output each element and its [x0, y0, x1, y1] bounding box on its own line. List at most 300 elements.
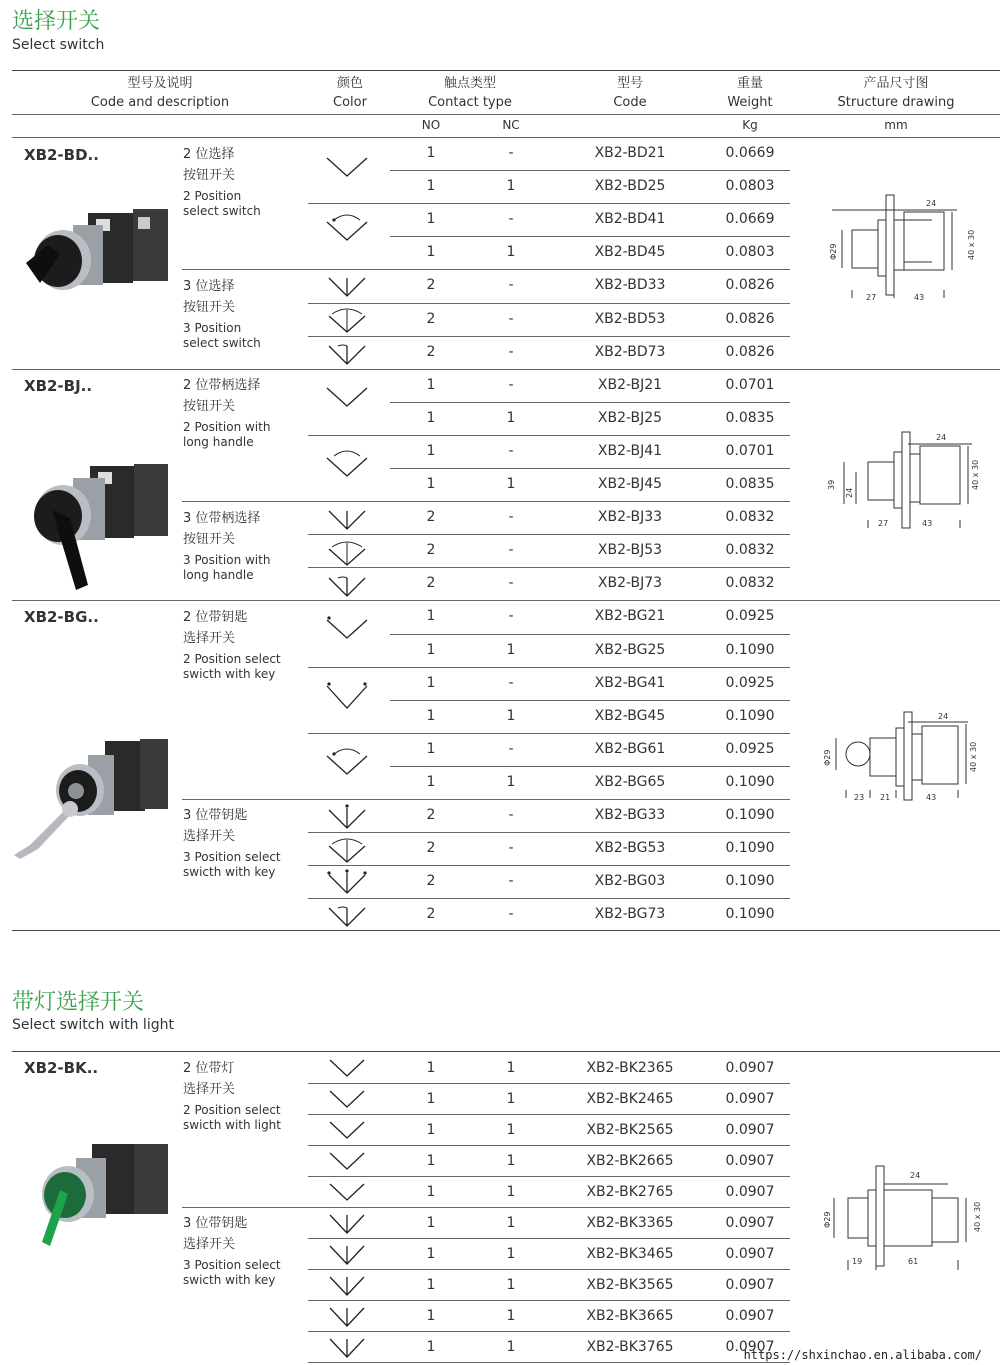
header-color-cn: 颜色 [336, 76, 363, 91]
row-divider [390, 766, 790, 767]
cell-code: XB2-BJ45 [597, 476, 663, 492]
row-divider [308, 667, 790, 668]
symbol-light-3pos [322, 1271, 372, 1303]
cell-code: XB2-BJ73 [597, 575, 663, 591]
dim-top: 24 [936, 433, 947, 442]
dim-b3: 43 [926, 793, 937, 802]
cell-code: XB2-BJ33 [597, 509, 663, 525]
section2-title-cn: 带灯选择开关 [12, 990, 145, 1015]
product-photo-bg [10, 735, 170, 865]
row-divider [182, 269, 790, 270]
symbol-light-2pos [322, 1178, 372, 1210]
symbol-key-3pos [322, 802, 372, 834]
cell-nc: - [508, 542, 514, 558]
dim-b2: 21 [880, 793, 891, 802]
symbol-2pos-v [322, 384, 372, 416]
product-photo-bd [18, 205, 168, 315]
row-divider [308, 567, 790, 568]
dim-b2: 43 [922, 519, 933, 528]
group-code-bk: XB2-BK.. [24, 1059, 99, 1077]
row-divider [182, 1207, 790, 1208]
cell-nc: - [508, 311, 514, 327]
group-code-bg: XB2-BG.. [24, 608, 99, 626]
header-color [310, 74, 390, 112]
dim-b1: 27 [866, 293, 877, 302]
header-drawing-cn: 产品尺寸图 [863, 76, 929, 91]
cell-no: 1 [426, 1153, 436, 1169]
cell-no: 1 [426, 708, 436, 724]
cell-no: 1 [426, 1339, 436, 1355]
symbol-light-2pos [322, 1116, 372, 1148]
row-divider [182, 501, 790, 502]
section2-top-rule [12, 1051, 1000, 1052]
cell-weight: 0.0907 [725, 1215, 775, 1231]
desc-en-line1: 3 Position select [183, 850, 281, 864]
group-bd-desc-2pos [183, 144, 261, 219]
cell-code: XB2-BK3565 [586, 1277, 674, 1293]
dim-top: 24 [926, 199, 937, 208]
symbol-light-3pos [322, 1333, 372, 1365]
header-drawing-en: Structure drawing [837, 95, 955, 110]
dim-side: 40 x 30 [969, 741, 978, 772]
cell-code: XB2-BK2765 [586, 1184, 674, 1200]
cell-nc: 1 [506, 708, 516, 724]
cell-weight: 0.0826 [725, 277, 775, 293]
cell-no: 1 [426, 178, 436, 194]
cell-no: 2 [426, 906, 436, 922]
row-divider [308, 1269, 790, 1270]
cell-no: 1 [426, 675, 436, 691]
row-divider [390, 700, 790, 701]
cell-no: 1 [426, 145, 436, 161]
cell-nc: - [508, 575, 514, 591]
cell-nc: 1 [506, 476, 516, 492]
desc-cn-line1: 2 位带钥匙 [183, 610, 248, 625]
desc-en-line2: select switch [183, 336, 261, 350]
dim-top: 24 [910, 1171, 921, 1180]
structure-drawing-bd [822, 190, 982, 305]
cell-code: XB2-BG33 [594, 807, 666, 823]
symbol-2pos-arc [322, 446, 372, 478]
header-kg: Kg [742, 118, 758, 132]
cell-weight: 0.1090 [725, 708, 775, 724]
row-divider [308, 1083, 790, 1084]
desc-en-line1: 2 Position select [183, 1103, 281, 1117]
header-bottom-rule [12, 137, 1000, 138]
cell-no: 1 [426, 244, 436, 260]
cell-weight: 0.1090 [725, 807, 775, 823]
cell-code: XB2-BJ25 [597, 410, 663, 426]
row-divider [182, 799, 790, 800]
cell-no: 2 [426, 840, 436, 856]
header-nc: NC [502, 118, 520, 132]
cell-nc: - [508, 807, 514, 823]
dim-top: 24 [938, 712, 949, 721]
cell-weight: 0.0832 [725, 542, 775, 558]
section2-title-en: Select switch with light [12, 1017, 174, 1033]
cell-weight: 0.0907 [725, 1184, 775, 1200]
header-drawing [826, 74, 966, 112]
dim-b1: 23 [854, 793, 865, 802]
cell-weight: 0.0826 [725, 344, 775, 360]
row-divider [308, 203, 790, 204]
desc-cn-line1: 3 位带钥匙 [183, 1216, 248, 1231]
cell-code: XB2-BK3765 [586, 1339, 674, 1355]
desc-en-line1: 2 Position with [183, 420, 271, 434]
cell-weight: 0.0832 [725, 575, 775, 591]
cell-nc: - [508, 906, 514, 922]
cell-no: 2 [426, 575, 436, 591]
header-mid-rule [12, 114, 1000, 115]
cell-weight: 0.0907 [725, 1277, 775, 1293]
header-no: NO [421, 118, 441, 132]
desc-cn-line1: 3 位带柄选择 [183, 511, 261, 526]
header-weight-en: Weight [727, 95, 773, 110]
cell-code: XB2-BK3665 [586, 1308, 674, 1324]
dim-diameter: Φ29 [823, 1211, 832, 1228]
cell-nc: 1 [506, 244, 516, 260]
cell-no: 1 [426, 1215, 436, 1231]
cell-nc: 1 [506, 1277, 516, 1293]
header-code-desc-en: Code and description [90, 95, 230, 110]
row-divider [308, 1300, 790, 1301]
cell-code: XB2-BG41 [594, 675, 666, 691]
cell-code: XB2-BD21 [594, 145, 666, 161]
desc-en-line2: swicth with key [183, 667, 276, 681]
cell-nc: 1 [506, 1060, 516, 1076]
dim-side: 40 x 30 [971, 459, 980, 490]
cell-weight: 0.0803 [725, 178, 775, 194]
symbol-key-3pos-arc [322, 834, 372, 866]
group-code-bd: XB2-BD.. [24, 146, 99, 164]
cell-code: XB2-BD53 [594, 311, 666, 327]
symbol-3pos-v [322, 272, 372, 304]
desc-cn-line2: 按钮开关 [183, 399, 236, 414]
row-divider [12, 369, 1000, 370]
cell-weight: 0.0835 [725, 410, 775, 426]
cell-weight: 0.0701 [725, 443, 775, 459]
symbol-3pos-left [322, 570, 372, 602]
cell-weight: 0.1090 [725, 774, 775, 790]
cell-nc: 1 [506, 1215, 516, 1231]
row-divider [308, 865, 790, 866]
cell-nc: 1 [506, 1091, 516, 1107]
cell-code: XB2-BK2465 [586, 1091, 674, 1107]
cell-no: 2 [426, 873, 436, 889]
symbol-light-3pos [322, 1302, 372, 1334]
row-divider [390, 468, 790, 469]
cell-no: 2 [426, 807, 436, 823]
group-bj-desc-3pos [183, 508, 270, 583]
symbol-key-2pos-both [322, 680, 372, 712]
desc-en-line2: long handle [183, 568, 254, 582]
cell-weight: 0.0925 [725, 608, 775, 624]
desc-cn-line1: 2 位带柄选择 [183, 378, 261, 393]
header-color-en: Color [333, 95, 367, 110]
symbol-2pos-arc [322, 210, 372, 242]
cell-nc: 1 [506, 1122, 516, 1138]
dim-diameter: Φ29 [823, 749, 832, 766]
header-code-desc-cn: 型号及说明 [127, 76, 193, 91]
header-code-cn: 型号 [616, 76, 643, 91]
product-photo-bj [18, 460, 168, 600]
cell-code: XB2-BD45 [594, 244, 666, 260]
cell-nc: - [508, 608, 514, 624]
desc-cn-line1: 3 位选择 [183, 279, 235, 294]
desc-en-line2: select switch [183, 204, 261, 218]
row-divider [12, 600, 1000, 601]
section-title-cn: 选择开关 [12, 9, 101, 34]
cell-code: XB2-BG53 [594, 840, 666, 856]
cell-nc: - [508, 741, 514, 757]
header-code-desc [60, 74, 260, 112]
cell-no: 2 [426, 311, 436, 327]
cell-code: XB2-BD33 [594, 277, 666, 293]
cell-weight: 0.0832 [725, 509, 775, 525]
symbol-3pos-v [322, 505, 372, 537]
cell-nc: 1 [506, 774, 516, 790]
cell-nc: - [508, 145, 514, 161]
dim-b2: 43 [914, 293, 925, 302]
desc-en-line1: 2 Position select [183, 652, 281, 666]
cell-code: XB2-BG61 [594, 741, 666, 757]
header-weight [700, 74, 800, 112]
row-divider [308, 733, 790, 734]
symbol-light-3pos [322, 1209, 372, 1241]
dim-b1: 19 [852, 1257, 863, 1266]
cell-weight: 0.0669 [725, 211, 775, 227]
desc-cn-line2: 按钮开关 [183, 168, 236, 183]
desc-cn-line1: 2 位选择 [183, 147, 235, 162]
dim-d2: 24 [845, 487, 854, 498]
header-weight-cn: 重量 [736, 76, 763, 91]
cell-no: 1 [426, 1122, 436, 1138]
header-contact [410, 74, 530, 112]
symbol-light-2pos [322, 1085, 372, 1117]
symbol-key-3pos-all [322, 867, 372, 899]
cell-nc: - [508, 509, 514, 525]
desc-en-line1: 2 Position [183, 189, 242, 203]
symbol-3pos-arc [322, 537, 372, 569]
desc-cn-line2: 选择开关 [183, 631, 236, 646]
cell-nc: 1 [506, 410, 516, 426]
cell-no: 1 [426, 211, 436, 227]
cell-nc: - [508, 344, 514, 360]
cell-weight: 0.0925 [725, 741, 775, 757]
cell-no: 1 [426, 1091, 436, 1107]
cell-code: XB2-BG25 [594, 642, 666, 658]
cell-code: XB2-BG65 [594, 774, 666, 790]
cell-no: 1 [426, 476, 436, 492]
symbol-key-2pos [322, 614, 372, 646]
cell-nc: - [508, 377, 514, 393]
cell-code: XB2-BG21 [594, 608, 666, 624]
cell-nc: - [508, 873, 514, 889]
row-divider [308, 336, 790, 337]
cell-nc: - [508, 443, 514, 459]
cell-weight: 0.0907 [725, 1091, 775, 1107]
desc-en-line2: swicth with key [183, 1273, 276, 1287]
cell-weight: 0.0907 [725, 1339, 775, 1355]
structure-drawing-bg [818, 708, 983, 808]
cell-code: XB2-BG45 [594, 708, 666, 724]
cell-code: XB2-BJ21 [597, 377, 663, 393]
cell-weight: 0.0701 [725, 377, 775, 393]
section1-bottom-rule [12, 930, 1000, 931]
cell-no: 1 [426, 642, 436, 658]
structure-drawing-bj [822, 428, 982, 538]
cell-code: XB2-BK3465 [586, 1246, 674, 1262]
cell-no: 2 [426, 509, 436, 525]
cell-code: XB2-BG03 [594, 873, 666, 889]
cell-weight: 0.1090 [725, 873, 775, 889]
desc-en-line1: 3 Position [183, 321, 242, 335]
symbol-light-2pos [322, 1054, 372, 1086]
cell-code: XB2-BK2665 [586, 1153, 674, 1169]
cell-nc: - [508, 675, 514, 691]
footer-url: https://shxinchao.en.alibaba.com/ [743, 1348, 982, 1362]
desc-cn-line2: 选择开关 [183, 1082, 236, 1097]
cell-code: XB2-BD73 [594, 344, 666, 360]
row-divider [390, 236, 790, 237]
cell-weight: 0.0907 [725, 1122, 775, 1138]
header-mm: mm [884, 118, 908, 132]
cell-weight: 0.0907 [725, 1246, 775, 1262]
cell-weight: 0.0669 [725, 145, 775, 161]
group-bk-desc-3pos [183, 1213, 281, 1288]
cell-no: 1 [426, 608, 436, 624]
group-bd-desc-3pos [183, 276, 261, 351]
row-divider [390, 402, 790, 403]
desc-en-line2: long handle [183, 435, 254, 449]
cell-nc: 1 [506, 178, 516, 194]
symbol-light-3pos [322, 1240, 372, 1272]
cell-weight: 0.1090 [725, 906, 775, 922]
cell-nc: - [508, 840, 514, 856]
dim-b2: 61 [908, 1257, 919, 1266]
cell-nc: - [508, 277, 514, 293]
cell-code: XB2-BK2365 [586, 1060, 674, 1076]
product-photo-bk [20, 1140, 170, 1250]
row-divider [308, 1114, 790, 1115]
desc-en-line2: swicth with key [183, 865, 276, 879]
cell-nc: 1 [506, 642, 516, 658]
symbol-2pos-v [322, 154, 372, 186]
row-divider [308, 832, 790, 833]
cell-weight: 0.0835 [725, 476, 775, 492]
row-divider [308, 303, 790, 304]
cell-weight: 0.1090 [725, 642, 775, 658]
cell-no: 1 [426, 741, 436, 757]
dim-diameter: Φ29 [829, 243, 838, 260]
row-divider [308, 1362, 790, 1363]
group-bg-desc-2pos [183, 607, 281, 682]
desc-cn-line1: 2 位带灯 [183, 1061, 235, 1076]
group-code-bj: XB2-BJ.. [24, 377, 93, 395]
header-contact-en: Contact type [428, 95, 512, 110]
cell-weight: 0.0907 [725, 1308, 775, 1324]
cell-code: XB2-BJ41 [597, 443, 663, 459]
cell-nc: 1 [506, 1153, 516, 1169]
cell-code: XB2-BD25 [594, 178, 666, 194]
row-divider [308, 534, 790, 535]
cell-no: 1 [426, 410, 436, 426]
group-bk-desc-2pos [183, 1058, 281, 1133]
cell-no: 1 [426, 1308, 436, 1324]
symbol-light-2pos [322, 1147, 372, 1179]
symbol-key-3pos-left [322, 900, 372, 932]
dim-d1: 39 [827, 479, 836, 490]
cell-no: 1 [426, 1277, 436, 1293]
cell-code: XB2-BD41 [594, 211, 666, 227]
group-bg-desc-3pos [183, 805, 281, 880]
symbol-key-2pos-arc [322, 744, 372, 776]
desc-en-line1: 3 Position select [183, 1258, 281, 1272]
row-divider [390, 170, 790, 171]
cell-code: XB2-BG73 [594, 906, 666, 922]
structure-drawing-bk [818, 1162, 983, 1274]
desc-cn-line1: 3 位带钥匙 [183, 808, 248, 823]
dim-side: 40 x 30 [967, 229, 976, 260]
cell-nc: 1 [506, 1308, 516, 1324]
row-divider [308, 435, 790, 436]
section-title-en: Select switch [12, 37, 105, 53]
cell-weight: 0.0826 [725, 311, 775, 327]
desc-cn-line2: 选择开关 [183, 829, 236, 844]
cell-weight: 0.0907 [725, 1060, 775, 1076]
cell-code: XB2-BK3365 [586, 1215, 674, 1231]
desc-en-line2: swicth with light [183, 1118, 281, 1132]
cell-nc: - [508, 211, 514, 227]
header-code-en: Code [613, 95, 647, 110]
cell-no: 1 [426, 443, 436, 459]
cell-weight: 0.0925 [725, 675, 775, 691]
cell-no: 1 [426, 1060, 436, 1076]
desc-cn-line2: 按钮开关 [183, 300, 236, 315]
cell-no: 1 [426, 377, 436, 393]
cell-code: XB2-BK2565 [586, 1122, 674, 1138]
cell-weight: 0.1090 [725, 840, 775, 856]
desc-en-line1: 3 Position with [183, 553, 271, 567]
header-top-rule [12, 70, 1000, 71]
desc-cn-line2: 选择开关 [183, 1237, 236, 1252]
dim-side: 40 x 30 [973, 1201, 982, 1232]
row-divider [308, 1176, 790, 1177]
cell-no: 2 [426, 542, 436, 558]
header-code [580, 74, 680, 112]
cell-nc: 1 [506, 1339, 516, 1355]
cell-code: XB2-BJ53 [597, 542, 663, 558]
row-divider [308, 1331, 790, 1332]
cell-no: 1 [426, 1184, 436, 1200]
dim-b1: 27 [878, 519, 889, 528]
cell-no: 2 [426, 344, 436, 360]
cell-no: 1 [426, 1246, 436, 1262]
row-divider [308, 1238, 790, 1239]
symbol-3pos-left [322, 338, 372, 370]
cell-weight: 0.0803 [725, 244, 775, 260]
row-divider [390, 634, 790, 635]
symbol-3pos-arc [322, 304, 372, 336]
cell-weight: 0.0907 [725, 1153, 775, 1169]
desc-cn-line2: 按钮开关 [183, 532, 236, 547]
header-contact-cn: 触点类型 [443, 76, 496, 91]
cell-no: 2 [426, 277, 436, 293]
row-divider [308, 1145, 790, 1146]
group-bj-desc-2pos [183, 375, 270, 450]
row-divider [308, 898, 790, 899]
cell-no: 1 [426, 774, 436, 790]
